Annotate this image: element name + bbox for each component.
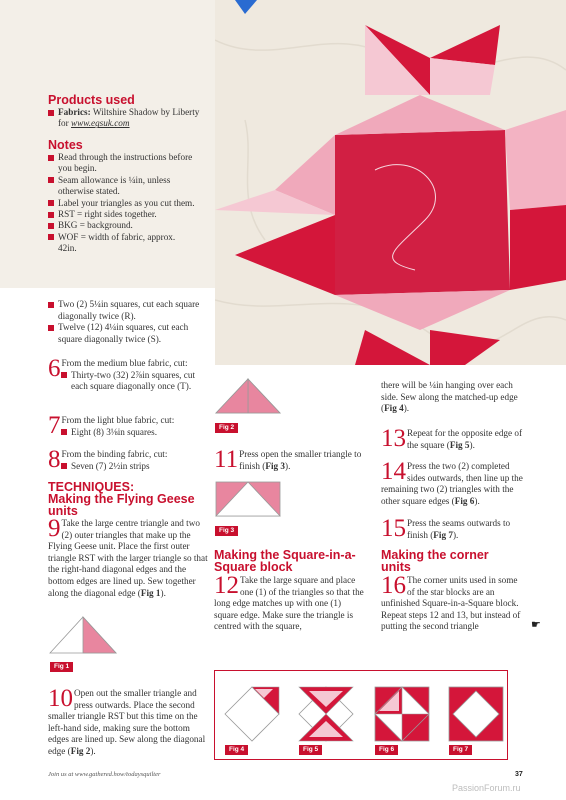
step-text-end: ).: [403, 403, 410, 414]
step-number: 12: [214, 572, 239, 599]
fig1-label: Fig 1: [50, 662, 73, 672]
step-number: 9: [48, 515, 61, 542]
step-9: [48, 515, 210, 599]
step-number: 16: [381, 572, 406, 599]
step-12: [214, 572, 364, 633]
fabrics-link[interactable]: www.egsuk.com: [71, 118, 130, 129]
step-11: [214, 446, 364, 473]
products-fabrics: [48, 107, 208, 130]
fig2-label: Fig 2: [215, 423, 238, 433]
step-text: Press the two (2) completed sides outwards, then line up the remaining two (2) triangles with the other square edges (: [381, 461, 523, 506]
step-8: [48, 446, 208, 473]
cut-text: Seven (7) 2½in strips: [71, 460, 150, 471]
products-heading: Products used: [48, 93, 135, 107]
notes-heading: Notes: [48, 138, 83, 152]
fig4-diagram: [223, 685, 281, 743]
bullet-icon: [48, 223, 54, 229]
note-item: [48, 175, 196, 198]
fig-ref: Fig 3: [265, 460, 286, 471]
watermark: PassionForum.ru: [452, 783, 521, 793]
cut-text: Eight (8) 3⅛in squares.: [71, 426, 157, 437]
step-text-end: ).: [160, 587, 166, 598]
step-number: 8: [48, 446, 61, 473]
note-text: Label your triangles as you cut them.: [58, 197, 195, 208]
bullet-icon: [48, 302, 54, 308]
bullet-icon: [61, 372, 67, 378]
step-text: From the binding fabric, cut:: [61, 449, 168, 459]
bullet-icon: [48, 325, 54, 331]
step-number: 14: [381, 458, 406, 485]
step-text-end: ).: [285, 460, 291, 471]
fig-ref: Fig 2: [70, 745, 91, 756]
pointing-hand-icon: ☛: [531, 619, 541, 631]
bullet-icon: [61, 463, 67, 469]
note-text: Seam allowance is ¼in, unless otherwise stated.: [58, 174, 171, 197]
step-text-end: ).: [90, 745, 96, 756]
fabrics-text: Wiltshire Shadow by Liberty for: [58, 107, 200, 129]
bullet-icon: [48, 234, 54, 240]
step-number: 11: [214, 446, 239, 473]
step-14: [381, 458, 526, 507]
step-text-end: ).: [452, 529, 459, 540]
fabrics-label: Fabrics:: [58, 107, 91, 117]
fig2-diagram: [214, 377, 284, 415]
bullet-icon: [48, 200, 54, 206]
figures-4-7-panel: [214, 670, 508, 760]
step-text: Open out the smaller triangle and press outwards. Place the second smaller triangle RST but this time on the left-hand side, making sure the bottom edges are lined up. Sew along the diagonal edge (: [48, 688, 206, 756]
fig5-label: Fig 5: [299, 745, 322, 755]
fig7-diagram: [447, 685, 505, 743]
step-6: [48, 355, 208, 393]
fig6-label: Fig 6: [375, 745, 398, 755]
footer-text: Join us at www.gathered.how/todaysquilter: [48, 771, 161, 778]
step-12-continued: [381, 380, 526, 415]
page-number: 37: [515, 771, 523, 778]
fig-ref: Fig 6: [454, 495, 475, 506]
quilt-photo: [215, 0, 566, 365]
fig1-diagram: [48, 615, 118, 655]
note-item: [48, 220, 196, 231]
bullet-icon: [48, 177, 54, 183]
note-text: RST = right sides together.: [58, 209, 157, 220]
step-16: [381, 572, 521, 633]
square-in-square-heading: Making the Square-in-a-Square block: [214, 548, 356, 574]
flying-geese-heading: Making the Flying Geese units: [48, 492, 195, 518]
step-text: Take the large centre triangle and two (2) outer triangles that make up the Flying Geese unit. Place the first outer triangle RST with the larger triangle so that the right-hand diagonal edges and the bottom edges are lined up. Sew together along the diagonal edge (: [48, 518, 208, 598]
step-number: 13: [381, 425, 406, 452]
note-text: Read through the instructions before you begin.: [58, 152, 193, 174]
step-text: Take the large square and place one (1) of the triangles so that the long edge matches up with one (1) square edge. Make sure the triangle is centred with the square,: [214, 575, 364, 632]
step-text: Repeat for the opposite edge of the square (: [407, 428, 523, 450]
notes-sidebar: [0, 0, 215, 288]
cut-text: Two (2) 5¼in squares, cut each square diagonally twice (R).: [58, 299, 200, 321]
step-text: there will be ¼in hanging over each side. Sew along the matched-up edge (: [381, 380, 518, 414]
fig6-diagram: [373, 685, 431, 743]
cut-item: [48, 299, 208, 322]
step-number: 6: [48, 355, 61, 382]
step-text: Press the seams outwards to finish (: [407, 518, 511, 540]
step-15: [381, 515, 526, 542]
fig3-label: Fig 3: [215, 526, 238, 536]
cut-text: Twelve (12) 4¼in squares, cut each square diagonally twice (S).: [58, 322, 189, 344]
cut-item: [61, 427, 208, 439]
corner-units-heading: Making the corner units: [381, 548, 489, 574]
note-text: BKG = background.: [58, 220, 133, 231]
note-item: [48, 152, 196, 175]
fig-ref: Fig 1: [140, 587, 161, 598]
bullet-icon: [61, 429, 67, 435]
step-7: [48, 412, 208, 439]
cut-text: Thirty-two (32) 2⅞in squares, cut each square diagonally once (T).: [71, 369, 196, 392]
step-text: Press open the smaller triangle to finish (: [239, 449, 362, 471]
step-text: The corner units used in some of the star blocks are an unfinished Square-in-a-Square block. Repeat steps 12 and 13, but instead of putting the second triangle: [381, 575, 521, 632]
step-10: [48, 685, 210, 758]
bullet-icon: [48, 155, 54, 161]
cut-item: [61, 370, 208, 393]
step-number: 7: [48, 412, 61, 439]
note-item: [48, 198, 196, 209]
fig7-label: Fig 7: [449, 745, 472, 755]
step-text-end: ).: [474, 495, 480, 506]
step-text: From the light blue fabric, cut:: [61, 415, 175, 425]
fig-ref: Fig 5: [449, 439, 470, 450]
fig5-diagram: [297, 685, 355, 743]
step-13: [381, 425, 526, 452]
bullet-icon: [48, 110, 54, 116]
step-number: 15: [381, 515, 406, 542]
cut-list: [48, 299, 208, 345]
cut-item: [48, 322, 208, 345]
fig4-label: Fig 4: [225, 745, 248, 755]
step-text: From the medium blue fabric, cut:: [61, 358, 188, 368]
step-number: 10: [48, 685, 73, 712]
notes-list: [48, 152, 196, 255]
techniques-title: TECHNIQUES:: [48, 480, 135, 494]
step-text-end: ).: [469, 439, 475, 450]
fig-ref: Fig 4: [384, 403, 404, 414]
techniques-heading: [48, 481, 213, 517]
fig-ref: Fig 7: [433, 529, 453, 540]
cut-item: [61, 461, 208, 473]
note-item: [48, 209, 196, 220]
bullet-icon: [48, 212, 54, 218]
note-item: [48, 232, 196, 255]
note-text: WOF = width of fabric, approx. 42in.: [58, 231, 176, 254]
fig3-diagram: [214, 480, 284, 518]
